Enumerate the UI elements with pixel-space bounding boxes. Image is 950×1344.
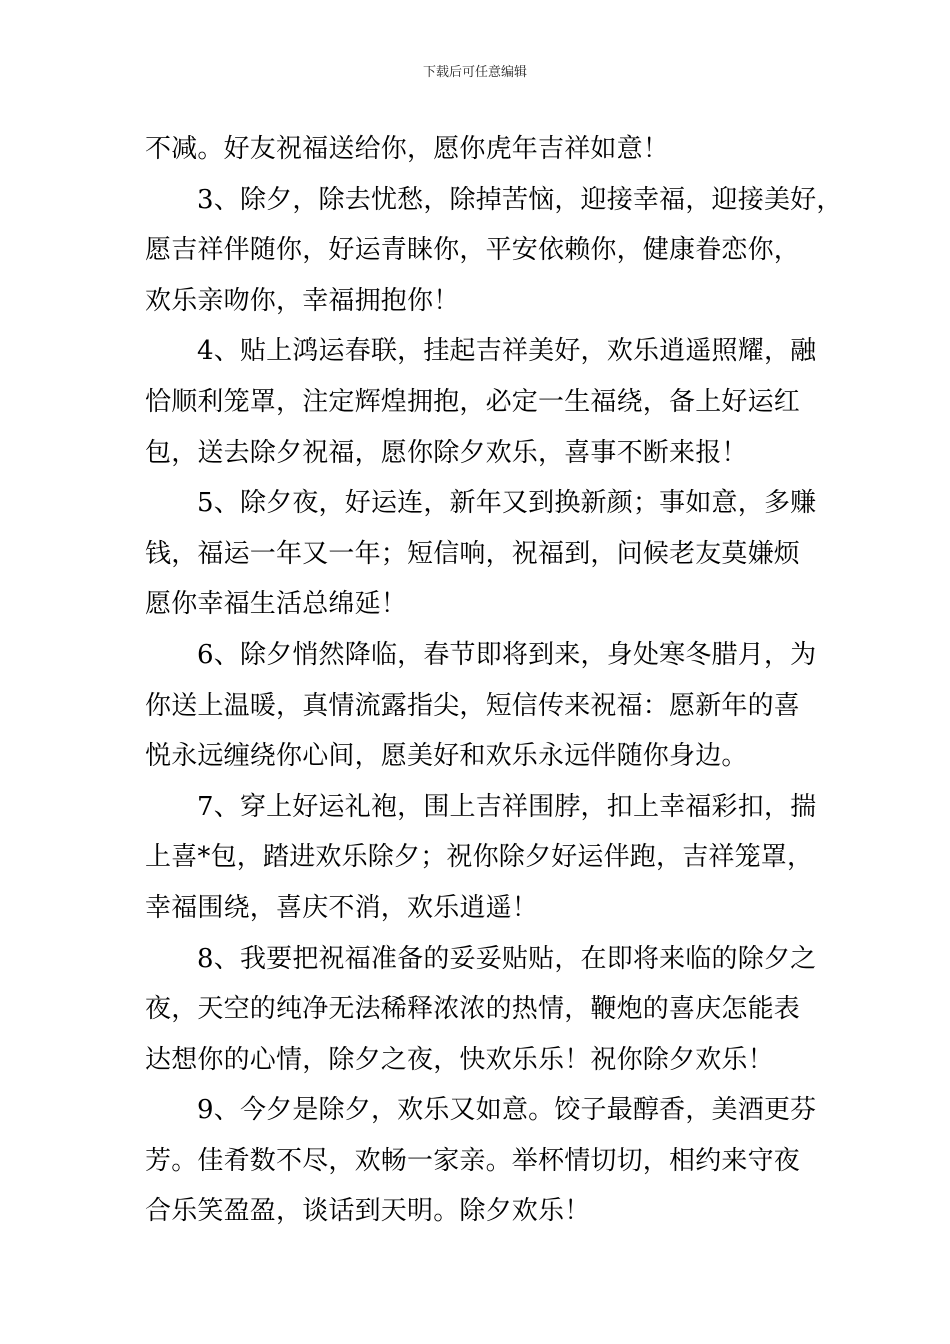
text-line: 9、今夕是除夕，欢乐又如意。饺子最醇香，美酒更芬 bbox=[197, 1095, 817, 1126]
text-line: 愿你幸福生活总绵延！ bbox=[145, 589, 408, 620]
text-line: 恰顺利笼罩，注定辉煌拥抱，必定一生福绕，备上好运红 bbox=[145, 386, 801, 417]
text-line: 包，送去除夕祝福，愿你除夕欢乐，喜事不断来报！ bbox=[145, 437, 748, 468]
text-line: 4、贴上鸿运春联，挂起吉祥美好，欢乐逍遥照耀，融 bbox=[197, 336, 817, 367]
text-line: 3、除夕，除去忧愁，除掉苦恼，迎接幸福，迎接美好， bbox=[197, 184, 843, 215]
text-line: 你送上温暖，真情流露指尖，短信传来祝福：愿新年的喜 bbox=[145, 690, 801, 721]
page-header: 下载后可任意编辑 bbox=[422, 65, 527, 80]
text-line: 夜，天空的纯净无法稀释浓浓的热情，鞭炮的喜庆怎能表 bbox=[145, 994, 801, 1025]
text-line: 芳。佳肴数不尽，欢畅一家亲。举杯情切切，相约来守夜 bbox=[145, 1145, 801, 1176]
text-line: 8、我要把祝福准备的妥妥贴贴，在即将来临的除夕之 bbox=[197, 943, 817, 974]
text-line: 6、除夕悄然降临，春节即将到来，身处寒冬腊月，为 bbox=[197, 639, 817, 670]
text-line: 悦永远缠绕你心间，愿美好和欢乐永远伴随你身边。 bbox=[145, 741, 748, 772]
text-line: 上喜*包，踏进欢乐除夕；祝你除夕好运伴跑，吉祥笼罩， bbox=[145, 842, 814, 873]
text-line: 幸福围绕，喜庆不消，欢乐逍遥！ bbox=[145, 892, 539, 923]
text-line: 合乐笑盈盈，谈话到天明。除夕欢乐！ bbox=[145, 1196, 591, 1227]
text-line: 5、除夕夜，好运连，新年又到换新颜；事如意，多赚 bbox=[197, 488, 817, 519]
text-line: 愿吉祥伴随你，好运青睐你，平安依赖你，健康眷恋你， bbox=[145, 235, 801, 266]
text-line: 7、穿上好运礼袍，围上吉祥围脖，扣上幸福彩扣，揣 bbox=[197, 791, 817, 822]
text-line: 达想你的心情，除夕之夜，快欢乐乐！祝你除夕欢乐！ bbox=[145, 1044, 774, 1075]
text-line: 不减。好友祝福送给你，愿你虎年吉祥如意！ bbox=[145, 134, 670, 164]
text-line: 钱，福运一年又一年；短信响，祝福到，问候老友莫嫌烦 bbox=[145, 538, 801, 569]
document-body bbox=[145, 124, 843, 1237]
text-line: 欢乐亲吻你，幸福拥抱你！ bbox=[145, 285, 460, 316]
